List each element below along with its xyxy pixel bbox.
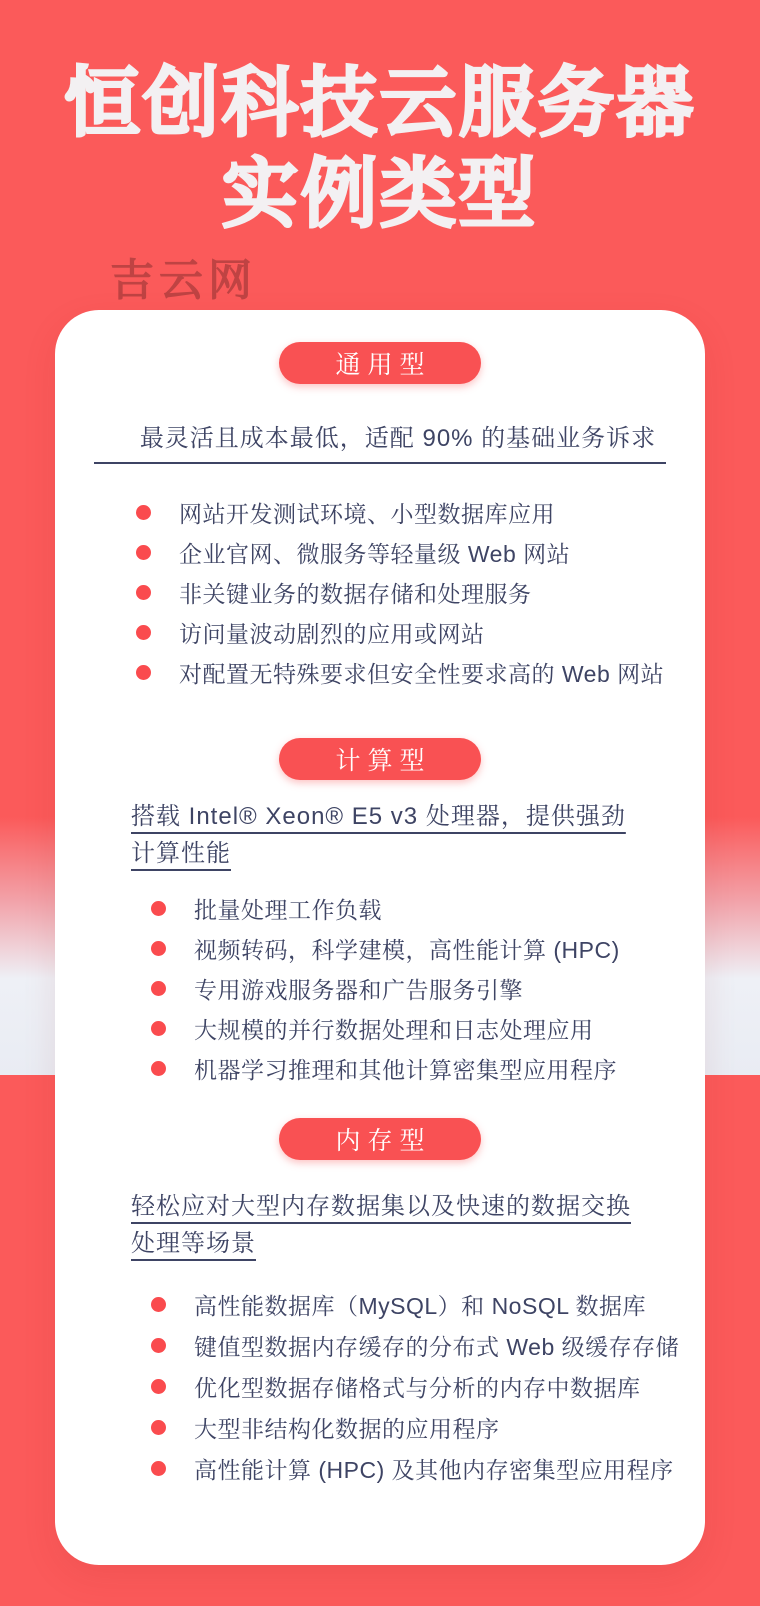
section-subtitle: 搭载 Intel® Xeon® E5 v3 处理器，提供强劲计算性能 (131, 803, 626, 867)
bullet-dot-icon (151, 1379, 166, 1394)
bullet-dot-icon (151, 1021, 166, 1036)
bullet-text: 视频转码，科学建模，高性能计算 (HPC) (194, 936, 620, 963)
bullet-dot-icon (151, 1338, 166, 1353)
list-item (151, 1048, 620, 1088)
section-memory (55, 1088, 705, 1489)
bullet-dot-icon (151, 981, 166, 996)
bullet-dot-icon (151, 1297, 166, 1312)
section-subtitle: 轻松应对大型内存数据集以及快速的数据交换处理等场景 (131, 1193, 631, 1257)
bullet-dot-icon (136, 625, 151, 640)
list-item (136, 492, 664, 532)
bullet-dot-icon (151, 901, 166, 916)
content-card (55, 310, 705, 1565)
bullet-list (151, 888, 620, 1088)
list-item (151, 928, 620, 968)
list-item (151, 1448, 679, 1489)
list-item (136, 572, 664, 612)
bullet-text: 键值型数据内存缓存的分布式 Web 级缓存存储 (194, 1334, 680, 1360)
page-title (0, 58, 760, 240)
list-item (151, 1325, 679, 1366)
bullet-dot-icon (151, 941, 166, 956)
list-item (136, 652, 664, 692)
bullet-text: 非关键业务的数据存储和处理服务 (179, 580, 532, 607)
list-item (151, 968, 620, 1008)
bullet-dot-icon (151, 1061, 166, 1076)
section-compute (55, 692, 705, 1088)
bullet-list (151, 1284, 679, 1489)
bullet-text: 大规模的并行数据处理和日志处理应用 (194, 1016, 594, 1043)
bullet-dot-icon (136, 665, 151, 680)
bullet-text: 批量处理工作负载 (194, 896, 382, 923)
section-general-purpose (55, 310, 705, 692)
bullet-text: 大型非结构化数据的应用程序 (194, 1416, 500, 1442)
bullet-text: 高性能计算 (HPC) 及其他内存密集型应用程序 (194, 1457, 674, 1483)
list-item (136, 612, 664, 652)
list-item (151, 1366, 679, 1407)
section-subtitle-wrap (94, 418, 666, 464)
type-badge-compute: 计算型 (279, 738, 481, 780)
bullet-text: 专用游戏服务器和广告服务引擎 (194, 976, 523, 1003)
type-badge-general: 通用型 (279, 342, 481, 384)
section-subtitle: 最灵活且成本最低，适配 90% 的基础业务诉求 (94, 418, 666, 464)
bullet-dot-icon (136, 545, 151, 560)
page-title-line-2: 实例类型 (222, 152, 538, 237)
bullet-text: 访问量波动剧烈的应用或网站 (179, 620, 485, 647)
list-item (136, 532, 664, 572)
list-item (151, 1284, 679, 1325)
bullet-dot-icon (151, 1420, 166, 1435)
watermark: 吉云网 (110, 256, 257, 305)
bullet-dot-icon (151, 1461, 166, 1476)
bullet-text: 网站开发测试环境、小型数据库应用 (179, 500, 555, 527)
bullet-dot-icon (136, 505, 151, 520)
list-item (151, 1407, 679, 1448)
bullet-text: 高性能数据库（MySQL）和 NoSQL 数据库 (194, 1293, 647, 1319)
page-title-line-1: 恒创科技云服务器 (64, 61, 696, 146)
bullet-text: 企业官网、微服务等轻量级 Web 网站 (179, 540, 571, 567)
bullet-text: 优化型数据存储格式与分析的内存中数据库 (194, 1375, 641, 1401)
list-item (151, 1008, 620, 1048)
bullet-text: 对配置无特殊要求但安全性要求高的 Web 网站 (179, 660, 665, 687)
bullet-dot-icon (136, 585, 151, 600)
bullet-list (136, 492, 664, 692)
type-badge-memory: 内存型 (279, 1118, 481, 1160)
list-item (151, 888, 620, 928)
bullet-text: 机器学习推理和其他计算密集型应用程序 (194, 1056, 617, 1083)
